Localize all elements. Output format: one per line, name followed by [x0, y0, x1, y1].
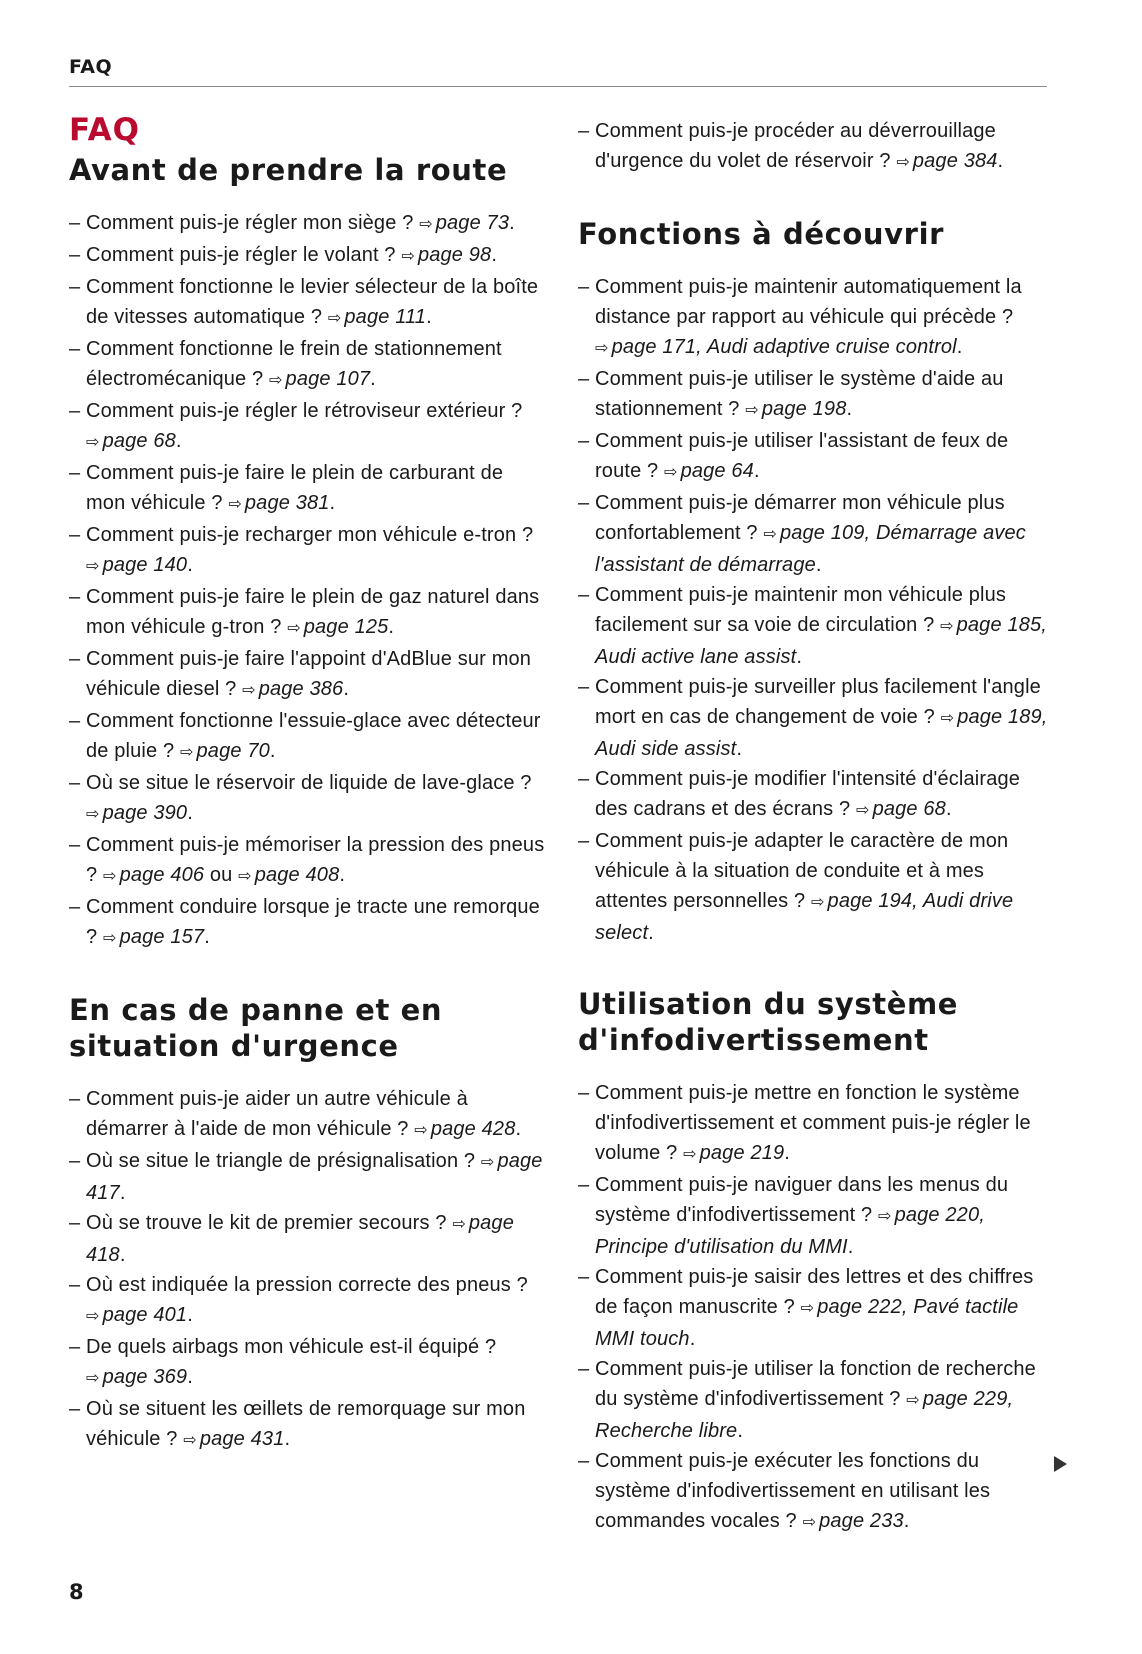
page-reference-link[interactable] [414, 1118, 515, 1140]
question-text: Comment puis-je faire le plein de carburant de mon véhicule ? [86, 462, 504, 514]
faq-item: – Comment fonctionne le frein de stationnement électromécanique ? ⇨ page 107. [69, 334, 547, 396]
arrow-right-icon: ⇨ [595, 340, 609, 357]
question-text: Comment puis-je aider un autre véhicule à démarrer à l'aide de mon véhicule ? [86, 1088, 468, 1140]
section [578, 116, 1056, 178]
faq-item: – Comment puis-je saisir des lettres et des chiffres de façon manuscrite ? ⇨ page 222, Pavé tactile MMI touch. [578, 1262, 1056, 1354]
question-text: Comment conduire lorsque je tracte une remorque ? [86, 896, 540, 948]
arrow-right-icon: ⇨ [414, 1122, 428, 1139]
faq-item: – Comment puis-je exécuter les fonctions du système d'infodivertissement en utilisant les commandes vocales ? ⇨ page 233. [578, 1446, 1056, 1538]
faq-item: – Comment puis-je adapter le caractère de mon véhicule à la situation de conduite et à mes attentes personnelles ? ⇨ page 194, Audi drive select. [578, 826, 1056, 948]
page-reference-text: page 185, Audi active lane assist [595, 614, 1047, 668]
faq-item: – Comment puis-je faire l'appoint d'AdBlue sur mon véhicule diesel ? ⇨ page 386. [69, 644, 547, 706]
page-reference-text: page 98 [417, 244, 492, 266]
arrow-right-icon: ⇨ [906, 1392, 920, 1409]
page-reference-link[interactable] [287, 616, 388, 638]
page-reference-text: page 222, Pavé tactile MMI touch [595, 1296, 1019, 1350]
faq-item: – Où se situe le réservoir de liquide de lave-glace ? ⇨ page 390. [69, 768, 547, 830]
arrow-right-icon: ⇨ [103, 868, 117, 885]
page-reference-text: page 70 [196, 740, 270, 762]
arrow-right-icon: ⇨ [800, 1300, 815, 1317]
page-reference-text: page 431 [199, 1428, 285, 1450]
faq-item: – Comment puis-je procéder au déverrouillage d'urgence du volet de réservoir ? ⇨ page 384. [578, 116, 1056, 178]
faq-item: – Comment puis-je maintenir mon véhicule plus facilement sur sa voie de circulation ? ⇨ page 185, Audi active lane assist. [578, 580, 1056, 672]
question-text: Comment puis-je naviguer dans les menus du système d'infodivertissement ? [595, 1174, 1009, 1226]
question-text: Comment puis-je régler le rétroviseur extérieur ? [86, 400, 523, 422]
page-reference-text: page 369 [102, 1366, 188, 1388]
left-column [69, 112, 547, 1494]
arrow-right-icon: ⇨ [242, 682, 256, 699]
arrow-right-icon: ⇨ [86, 558, 100, 575]
page-reference-text: page 384 [912, 150, 998, 172]
faq-item: – Comment puis-je surveiller plus facilement l'angle mort en cas de changement de voie ? ⇨ page 189, Audi side assist. [578, 672, 1056, 764]
arrow-right-icon: ⇨ [103, 930, 117, 947]
arrow-right-icon: ⇨ [228, 496, 242, 513]
arrow-right-icon: ⇨ [810, 894, 825, 911]
question-text: Où se situe le réservoir de liquide de lave-glace ? [86, 772, 532, 794]
page-reference-text: page 401 [102, 1304, 188, 1326]
page-reference-text: page 408 [254, 864, 340, 886]
page-reference-text: page 107 [285, 368, 371, 390]
faq-item: – Où est indiquée la pression correcte des pneus ? ⇨ page 401. [69, 1270, 547, 1332]
page-reference-link[interactable] [238, 864, 339, 886]
question-text: Comment puis-je saisir des lettres et des chiffres de façon manuscrite ? [595, 1266, 1034, 1318]
arrow-right-icon: ⇨ [878, 1208, 892, 1225]
question-text: Comment fonctionne le frein de stationnement électromécanique ? [86, 338, 502, 390]
arrow-right-icon: ⇨ [940, 618, 954, 635]
header-rule [69, 86, 1047, 87]
section [69, 992, 547, 1456]
arrow-right-icon: ⇨ [287, 620, 301, 637]
faq-item: – Comment puis-je recharger mon véhicule e-tron ? ⇨ page 140. [69, 520, 547, 582]
page-reference-text: page 417 [86, 1150, 543, 1204]
arrow-right-icon: ⇨ [86, 1308, 100, 1325]
faq-item: – Où se situent les œillets de remorquage sur mon véhicule ? ⇨ page 431. [69, 1394, 547, 1456]
page-reference-link[interactable] [896, 150, 997, 172]
continue-arrow-icon [1054, 1456, 1067, 1472]
faq-item: – Comment puis-je régler mon siège ? ⇨ page 73. [69, 208, 547, 240]
section [578, 986, 1056, 1538]
question-text: Comment puis-je régler mon siège ? [86, 212, 414, 234]
arrow-right-icon: ⇨ [802, 1514, 817, 1531]
question-text: Comment puis-je utiliser l'assistant de feux de route ? [595, 430, 1009, 482]
page-reference-text: page 233 [819, 1510, 904, 1532]
page-reference-text: page 386 [258, 678, 344, 700]
section-title: Utilisation du système d'infodivertissement [578, 987, 959, 1057]
page-reference-text: page 381 [244, 492, 330, 514]
arrow-right-icon: ⇨ [480, 1154, 495, 1171]
page-reference-link[interactable] [183, 1428, 284, 1450]
page-reference-text: page 390 [102, 802, 188, 824]
page-reference-link[interactable] [86, 554, 187, 576]
arrow-right-icon: ⇨ [419, 216, 433, 233]
page-reference-text: page 406 [119, 864, 205, 886]
question-text: De quels airbags mon véhicule est-il équipé ? [86, 1336, 497, 1358]
page-reference-text: page 140 [102, 554, 188, 576]
page-reference-link[interactable] [803, 1510, 904, 1532]
faq-item: – Comment puis-je utiliser la fonction de recherche du système d'infodivertissement ? ⇨ page 229, Recherche libre. [578, 1354, 1056, 1446]
arrow-right-icon: ⇨ [763, 526, 777, 543]
faq-item: – Comment puis-je mettre en fonction le système d'infodivertissement et comment puis-je régler le volume ? ⇨ page 219. [578, 1078, 1056, 1170]
arrow-right-icon: ⇨ [896, 154, 910, 171]
page-reference-text: page 125 [303, 616, 389, 638]
page-reference-link[interactable] [664, 460, 754, 482]
page-reference-text: page 68 [872, 798, 946, 820]
question-text: Comment puis-je démarrer mon véhicule plus confortablement ? [595, 492, 1005, 544]
page-reference-text: page 194, Audi drive select [595, 890, 1014, 944]
faq-item: – Où se situe le triangle de présignalisation ? ⇨ page 417. [69, 1146, 547, 1208]
page-reference-link[interactable] [595, 336, 957, 358]
arrow-right-icon: ⇨ [86, 806, 100, 823]
page-reference-text: page 73 [435, 212, 510, 234]
page-reference-link[interactable] [228, 492, 329, 514]
faq-item: – De quels airbags mon véhicule est-il équipé ? ⇨ page 369. [69, 1332, 547, 1394]
arrow-right-icon: ⇨ [745, 402, 759, 419]
arrow-right-icon: ⇨ [86, 1370, 100, 1387]
arrow-right-icon: ⇨ [940, 710, 955, 727]
arrow-right-icon: ⇨ [238, 868, 252, 885]
page-reference-link[interactable] [856, 798, 946, 820]
question-text: Comment puis-je mettre en fonction le système d'infodivertissement et comment puis-je régler le volume ? [595, 1082, 1031, 1164]
question-text: Comment puis-je exécuter les fonctions du système d'infodivertissement en utilisant les commandes vocales ? [595, 1450, 991, 1532]
page-number: 8 [69, 1580, 84, 1604]
page-reference-text: page 198 [761, 398, 847, 420]
question-text: Comment puis-je faire le plein de gaz naturel dans mon véhicule g-tron ? [86, 586, 540, 638]
question-text: Comment puis-je faire l'appoint d'AdBlue sur mon véhicule diesel ? [86, 648, 532, 700]
faq-list [578, 272, 1056, 948]
question-text: Comment puis-je surveiller plus facilement l'angle mort en cas de changement de voie ? [595, 676, 1041, 728]
arrow-right-icon: ⇨ [86, 434, 100, 451]
page-reference-text: page 68 [102, 430, 176, 452]
page-reference-text: page 64 [680, 460, 754, 482]
right-column [578, 116, 1056, 1576]
arrow-right-icon: ⇨ [856, 802, 870, 819]
question-text: Où se trouve le kit de premier secours ? [86, 1212, 447, 1234]
page-reference-text: page 111 [344, 306, 427, 328]
section-title: En cas de panne et en situation d'urgence [69, 993, 443, 1063]
arrow-right-icon: ⇨ [664, 464, 678, 481]
page-reference-link[interactable] [86, 802, 187, 824]
page-reference-text: page 418 [86, 1212, 514, 1266]
arrow-right-icon: ⇨ [268, 372, 283, 389]
page-reference-text: page 109, Démarrage avec l'assistant de démarrage [595, 522, 1026, 576]
question-text: Où se situe le triangle de présignalisation ? [86, 1150, 476, 1172]
question-text: Comment puis-je procéder au déverrouillage d'urgence du volet de réservoir ? [595, 120, 996, 172]
page-reference-text: page 189, Audi side assist [595, 706, 1048, 760]
faq-item: – Comment puis-je utiliser l'assistant de feux de route ? ⇨ page 64. [578, 426, 1056, 488]
question-text: Comment puis-je mémoriser la pression des pneus ? [86, 834, 545, 886]
page-reference-link[interactable] [745, 398, 846, 420]
page-reference-link[interactable] [103, 926, 204, 948]
page-reference-text: page 219 [699, 1142, 785, 1164]
faq-item: – Où se trouve le kit de premier secours ? ⇨ page 418. [69, 1208, 547, 1270]
page-reference-text: page 229, Recherche libre [595, 1388, 1014, 1442]
faq-list [69, 1084, 547, 1456]
page-reference-link[interactable] [242, 678, 343, 700]
faq-item: – Comment puis-je utiliser le système d'aide au stationnement ? ⇨ page 198. [578, 364, 1056, 426]
faq-list [69, 208, 547, 954]
question-text: Comment puis-je modifier l'intensité d'éclairage des cadrans et des écrans ? [595, 768, 1021, 820]
faq-item: – Comment fonctionne le levier sélecteur de la boîte de vitesses automatique ? ⇨ page 111. [69, 272, 547, 334]
question-text: Comment puis-je utiliser la fonction de recherche du système d'infodivertissement ? [595, 1358, 1036, 1410]
question-text: Comment puis-je maintenir automatiquement la distance par rapport au véhicule qui précède ? [595, 276, 1022, 328]
section [578, 216, 1056, 948]
page-reference-link[interactable] [419, 212, 509, 234]
question-text: Comment puis-je adapter le caractère de mon véhicule à la situation de conduite et à mes attentes personnelles ? [595, 830, 1009, 912]
arrow-right-icon: ⇨ [452, 1216, 466, 1233]
question-text: Où est indiquée la pression correcte des pneus ? [86, 1274, 528, 1296]
page-reference-text: page 220, Principe d'utilisation du MMI [595, 1204, 985, 1258]
faq-list [578, 116, 1056, 178]
question-text: Comment puis-je recharger mon véhicule e-tron ? [86, 524, 534, 546]
faq-item: – Comment puis-je naviguer dans les menus du système d'infodivertissement ? ⇨ page 220, Principe d'utilisation du MMI. [578, 1170, 1056, 1262]
faq-item: – Comment puis-je faire le plein de carburant de mon véhicule ? ⇨ page 381. [69, 458, 547, 520]
arrow-right-icon: ⇨ [179, 744, 194, 761]
question-text: Comment fonctionne l'essuie-glace avec détecteur de pluie ? [86, 710, 541, 762]
faq-item: – Comment fonctionne l'essuie-glace avec détecteur de pluie ? ⇨ page 70. [69, 706, 547, 768]
chapter-title: FAQ [69, 112, 140, 148]
page-reference-link[interactable] [269, 368, 370, 390]
question-text: Où se situent les œillets de remorquage sur mon véhicule ? [86, 1398, 526, 1450]
faq-list [578, 1078, 1056, 1538]
faq-item: – Comment puis-je démarrer mon véhicule plus confortablement ? ⇨ page 109, Démarrage avec l'assistant de démarrage. [578, 488, 1056, 580]
faq-item: – Comment puis-je mémoriser la pression des pneus ? ⇨ page 406 ou ⇨ page 408. [69, 830, 547, 892]
faq-item: – Comment puis-je modifier l'intensité d'éclairage des cadrans et des écrans ? ⇨ page 68. [578, 764, 1056, 826]
page-reference-link[interactable] [86, 1304, 187, 1326]
faq-item: – Comment puis-je régler le volant ? ⇨ page 98. [69, 240, 547, 272]
question-text: Comment puis-je utiliser le système d'aide au stationnement ? [595, 368, 1004, 420]
page-reference-link[interactable] [683, 1142, 784, 1164]
question-text: Comment puis-je maintenir mon véhicule plus facilement sur sa voie de circulation ? [595, 584, 1007, 636]
arrow-right-icon: ⇨ [183, 1432, 197, 1449]
page-reference-text: page 157 [119, 926, 205, 948]
faq-item: – Comment puis-je régler le rétroviseur extérieur ? ⇨ page 68. [69, 396, 547, 458]
faq-item: – Comment conduire lorsque je tracte une remorque ? ⇨ page 157. [69, 892, 547, 954]
page-reference-link[interactable] [86, 430, 176, 452]
page-reference-link[interactable] [180, 740, 270, 762]
arrow-right-icon: ⇨ [401, 248, 415, 265]
page-reference-text: page 428 [430, 1118, 516, 1140]
arrow-right-icon: ⇨ [327, 310, 342, 327]
faq-item: – Comment puis-je faire le plein de gaz naturel dans mon véhicule g-tron ? ⇨ page 125. [69, 582, 547, 644]
page-reference-link[interactable] [86, 1366, 187, 1388]
page-reference-text: page 171, Audi adaptive cruise control [611, 336, 957, 358]
running-header: FAQ [69, 56, 113, 78]
faq-item: – Comment puis-je maintenir automatiquement la distance par rapport au véhicule qui précède ? ⇨ page 171, Audi adaptive cruise control. [578, 272, 1056, 364]
faq-item: – Comment puis-je aider un autre véhicule à démarrer à l'aide de mon véhicule ? ⇨ page 428. [69, 1084, 547, 1146]
section-title: Fonctions à découvrir [578, 217, 945, 251]
conjunction: ou [209, 864, 233, 886]
section-title: Avant de prendre la route [69, 153, 508, 187]
arrow-right-icon: ⇨ [683, 1146, 697, 1163]
question-text: Comment puis-je régler le volant ? [86, 244, 396, 266]
page-reference-link[interactable] [328, 306, 426, 328]
question-text: Comment fonctionne le levier sélecteur de la boîte de vitesses automatique ? [86, 276, 539, 328]
section [69, 152, 547, 954]
page-reference-link[interactable] [103, 864, 204, 886]
page-reference-link[interactable] [401, 244, 491, 266]
